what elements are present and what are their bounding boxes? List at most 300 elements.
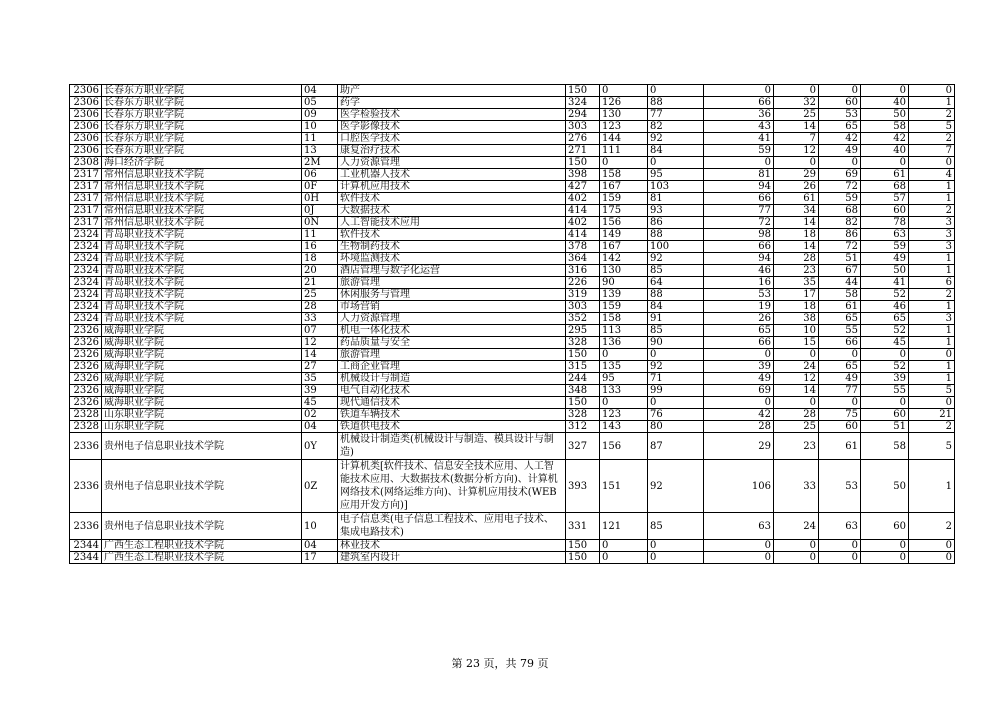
col7-cell: 84 xyxy=(648,301,704,313)
col7-cell: 92 xyxy=(648,253,704,265)
col12-cell: 3 xyxy=(909,241,955,253)
table-row xyxy=(70,109,955,121)
major-code-cell: 14 xyxy=(302,349,338,361)
col8-cell: 0 xyxy=(704,157,774,169)
col12-cell: 1 xyxy=(909,301,955,313)
table-row xyxy=(70,157,955,169)
planned-score-cell: 316 xyxy=(566,265,600,277)
col11-cell: 63 xyxy=(861,229,909,241)
col8-cell: 94 xyxy=(704,253,774,265)
major-name-cell: 机械设计制造类(机械设计与制造、模具设计与制造) xyxy=(338,433,566,460)
school-code-cell: 2324 xyxy=(70,301,102,313)
planned-score-cell: 150 xyxy=(566,85,600,97)
table-row xyxy=(70,85,955,97)
table-row xyxy=(70,145,955,157)
col7-cell: 0 xyxy=(648,397,704,409)
col9-cell: 23 xyxy=(774,433,819,460)
planned-score-cell: 324 xyxy=(566,97,600,109)
table-body xyxy=(70,85,955,564)
col10-cell: 59 xyxy=(819,193,861,205)
school-code-cell: 2344 xyxy=(70,540,102,552)
planned-score-cell: 226 xyxy=(566,277,600,289)
planned-score-cell: 427 xyxy=(566,181,600,193)
col12-cell: 0 xyxy=(909,552,955,564)
col10-cell: 0 xyxy=(819,397,861,409)
col12-cell: 21 xyxy=(909,409,955,421)
col6-cell: 130 xyxy=(600,109,648,121)
col6-cell: 136 xyxy=(600,337,648,349)
school-name-cell: 长春东方职业学院 xyxy=(102,109,302,121)
school-code-cell: 2326 xyxy=(70,361,102,373)
col11-cell: 0 xyxy=(861,157,909,169)
school-name-cell: 长春东方职业学院 xyxy=(102,121,302,133)
col9-cell: 14 xyxy=(774,241,819,253)
school-name-cell: 威海职业学院 xyxy=(102,373,302,385)
col7-cell: 90 xyxy=(648,337,704,349)
col7-cell: 77 xyxy=(648,109,704,121)
school-code-cell: 2324 xyxy=(70,265,102,277)
planned-score-cell: 150 xyxy=(566,540,600,552)
col12-cell: 0 xyxy=(909,540,955,552)
col12-cell: 6 xyxy=(909,277,955,289)
school-name-cell: 威海职业学院 xyxy=(102,349,302,361)
col8-cell: 0 xyxy=(704,552,774,564)
planned-score-cell: 150 xyxy=(566,552,600,564)
planned-score-cell: 378 xyxy=(566,241,600,253)
major-name-cell: 旅游管理 xyxy=(338,349,566,361)
col11-cell: 0 xyxy=(861,349,909,361)
col11-cell: 78 xyxy=(861,217,909,229)
major-code-cell: 0H xyxy=(302,193,338,205)
major-code-cell: 06 xyxy=(302,169,338,181)
col10-cell: 0 xyxy=(819,157,861,169)
major-name-cell: 口腔医学技术 xyxy=(338,133,566,145)
col6-cell: 123 xyxy=(600,409,648,421)
admission-table xyxy=(69,84,955,564)
col6-cell: 158 xyxy=(600,169,648,181)
col11-cell: 60 xyxy=(861,513,909,540)
col10-cell: 65 xyxy=(819,361,861,373)
school-code-cell: 2306 xyxy=(70,85,102,97)
col7-cell: 103 xyxy=(648,181,704,193)
school-code-cell: 2306 xyxy=(70,109,102,121)
planned-score-cell: 150 xyxy=(566,157,600,169)
table-row xyxy=(70,193,955,205)
table-row xyxy=(70,133,955,145)
col10-cell: 42 xyxy=(819,133,861,145)
col6-cell: 95 xyxy=(600,373,648,385)
col10-cell: 49 xyxy=(819,373,861,385)
major-name-cell: 药品质量与安全 xyxy=(338,337,566,349)
col11-cell: 61 xyxy=(861,169,909,181)
col9-cell: 25 xyxy=(774,421,819,433)
school-name-cell: 山东职业学院 xyxy=(102,421,302,433)
school-code-cell: 2336 xyxy=(70,433,102,460)
col9-cell: 0 xyxy=(774,349,819,361)
major-name-cell: 人力资源管理 xyxy=(338,157,566,169)
school-name-cell: 青岛职业技术学院 xyxy=(102,301,302,313)
col6-cell: 123 xyxy=(600,121,648,133)
col7-cell: 100 xyxy=(648,241,704,253)
major-name-cell: 工业机器人技术 xyxy=(338,169,566,181)
school-code-cell: 2336 xyxy=(70,513,102,540)
col12-cell: 7 xyxy=(909,145,955,157)
col8-cell: 66 xyxy=(704,337,774,349)
col7-cell: 82 xyxy=(648,121,704,133)
major-code-cell: 35 xyxy=(302,373,338,385)
col6-cell: 0 xyxy=(600,552,648,564)
major-code-cell: 39 xyxy=(302,385,338,397)
col9-cell: 18 xyxy=(774,301,819,313)
col12-cell: 1 xyxy=(909,265,955,277)
major-name-cell: 医学检验技术 xyxy=(338,109,566,121)
table-row xyxy=(70,552,955,564)
planned-score-cell: 150 xyxy=(566,397,600,409)
col10-cell: 86 xyxy=(819,229,861,241)
col7-cell: 64 xyxy=(648,277,704,289)
col9-cell: 35 xyxy=(774,277,819,289)
school-name-cell: 青岛职业技术学院 xyxy=(102,229,302,241)
school-name-cell: 海口经济学院 xyxy=(102,157,302,169)
school-code-cell: 2324 xyxy=(70,289,102,301)
col11-cell: 45 xyxy=(861,337,909,349)
col12-cell: 1 xyxy=(909,253,955,265)
planned-score-cell: 312 xyxy=(566,421,600,433)
col10-cell: 77 xyxy=(819,385,861,397)
school-code-cell: 2317 xyxy=(70,205,102,217)
col11-cell: 57 xyxy=(861,193,909,205)
col12-cell: 1 xyxy=(909,181,955,193)
school-name-cell: 广西生态工程职业技术学院 xyxy=(102,552,302,564)
table-row xyxy=(70,397,955,409)
planned-score-cell: 328 xyxy=(566,337,600,349)
col11-cell: 65 xyxy=(861,313,909,325)
col8-cell: 77 xyxy=(704,205,774,217)
col7-cell: 99 xyxy=(648,385,704,397)
major-code-cell: 11 xyxy=(302,229,338,241)
col12-cell: 3 xyxy=(909,229,955,241)
school-name-cell: 贵州电子信息职业技术学院 xyxy=(102,513,302,540)
table-row xyxy=(70,229,955,241)
major-name-cell: 生物制药技术 xyxy=(338,241,566,253)
col11-cell: 50 xyxy=(861,265,909,277)
school-name-cell: 长春东方职业学院 xyxy=(102,85,302,97)
col9-cell: 7 xyxy=(774,133,819,145)
major-name-cell: 电子信息类(电子信息工程技术、应用电子技术、集成电路技术) xyxy=(338,513,566,540)
major-name-cell: 机电一体化技术 xyxy=(338,325,566,337)
col7-cell: 88 xyxy=(648,229,704,241)
major-code-cell: 45 xyxy=(302,397,338,409)
col12-cell: 1 xyxy=(909,337,955,349)
col12-cell: 2 xyxy=(909,133,955,145)
col6-cell: 133 xyxy=(600,385,648,397)
col11-cell: 60 xyxy=(861,409,909,421)
col8-cell: 39 xyxy=(704,361,774,373)
school-code-cell: 2317 xyxy=(70,169,102,181)
table-row xyxy=(70,121,955,133)
col9-cell: 28 xyxy=(774,253,819,265)
major-code-cell: 10 xyxy=(302,513,338,540)
school-name-cell: 长春东方职业学院 xyxy=(102,97,302,109)
col10-cell: 0 xyxy=(819,349,861,361)
col12-cell: 2 xyxy=(909,289,955,301)
major-name-cell: 铁道供电技术 xyxy=(338,421,566,433)
major-code-cell: 0N xyxy=(302,217,338,229)
col8-cell: 19 xyxy=(704,301,774,313)
col12-cell: 5 xyxy=(909,385,955,397)
major-code-cell: 27 xyxy=(302,361,338,373)
major-name-cell: 人力资源管理 xyxy=(338,313,566,325)
col9-cell: 12 xyxy=(774,145,819,157)
planned-score-cell: 328 xyxy=(566,409,600,421)
col12-cell: 1 xyxy=(909,361,955,373)
planned-score-cell: 271 xyxy=(566,145,600,157)
school-code-cell: 2306 xyxy=(70,121,102,133)
major-code-cell: 02 xyxy=(302,409,338,421)
col6-cell: 144 xyxy=(600,133,648,145)
col12-cell: 1 xyxy=(909,373,955,385)
col10-cell: 66 xyxy=(819,337,861,349)
major-name-cell: 医学影像技术 xyxy=(338,121,566,133)
school-code-cell: 2326 xyxy=(70,385,102,397)
planned-score-cell: 364 xyxy=(566,253,600,265)
major-name-cell: 现代通信技术 xyxy=(338,397,566,409)
planned-score-cell: 327 xyxy=(566,433,600,460)
school-name-cell: 青岛职业技术学院 xyxy=(102,241,302,253)
school-name-cell: 山东职业学院 xyxy=(102,409,302,421)
school-code-cell: 2306 xyxy=(70,133,102,145)
table-row xyxy=(70,337,955,349)
col8-cell: 29 xyxy=(704,433,774,460)
col12-cell: 1 xyxy=(909,460,955,513)
col6-cell: 175 xyxy=(600,205,648,217)
col9-cell: 38 xyxy=(774,313,819,325)
col6-cell: 149 xyxy=(600,229,648,241)
col7-cell: 87 xyxy=(648,433,704,460)
major-code-cell: 16 xyxy=(302,241,338,253)
col8-cell: 69 xyxy=(704,385,774,397)
major-name-cell: 环境监测技术 xyxy=(338,253,566,265)
major-name-cell: 林业技术 xyxy=(338,540,566,552)
col10-cell: 0 xyxy=(819,85,861,97)
col10-cell: 72 xyxy=(819,241,861,253)
planned-score-cell: 352 xyxy=(566,313,600,325)
col6-cell: 159 xyxy=(600,193,648,205)
major-code-cell: 07 xyxy=(302,325,338,337)
col11-cell: 60 xyxy=(861,205,909,217)
table-row xyxy=(70,181,955,193)
col11-cell: 52 xyxy=(861,289,909,301)
major-name-cell: 电气自动化技术 xyxy=(338,385,566,397)
page-footer: 第 23 页，共 79 页 xyxy=(451,657,549,670)
major-code-cell: 20 xyxy=(302,265,338,277)
col8-cell: 26 xyxy=(704,313,774,325)
major-code-cell: 0Z xyxy=(302,460,338,513)
table-row xyxy=(70,277,955,289)
col7-cell: 0 xyxy=(648,85,704,97)
col8-cell: 28 xyxy=(704,421,774,433)
col10-cell: 69 xyxy=(819,169,861,181)
col6-cell: 0 xyxy=(600,397,648,409)
col10-cell: 65 xyxy=(819,313,861,325)
col11-cell: 39 xyxy=(861,373,909,385)
col9-cell: 34 xyxy=(774,205,819,217)
col8-cell: 66 xyxy=(704,241,774,253)
school-code-cell: 2328 xyxy=(70,409,102,421)
col8-cell: 98 xyxy=(704,229,774,241)
col9-cell: 29 xyxy=(774,169,819,181)
school-name-cell: 常州信息职业技术学院 xyxy=(102,205,302,217)
col10-cell: 53 xyxy=(819,460,861,513)
major-code-cell: 13 xyxy=(302,145,338,157)
major-code-cell: 10 xyxy=(302,121,338,133)
major-name-cell: 药学 xyxy=(338,97,566,109)
school-code-cell: 2324 xyxy=(70,241,102,253)
planned-score-cell: 319 xyxy=(566,289,600,301)
major-code-cell: 0F xyxy=(302,181,338,193)
col8-cell: 81 xyxy=(704,169,774,181)
school-name-cell: 常州信息职业技术学院 xyxy=(102,169,302,181)
col7-cell: 81 xyxy=(648,193,704,205)
col7-cell: 85 xyxy=(648,325,704,337)
col7-cell: 85 xyxy=(648,265,704,277)
col12-cell: 2 xyxy=(909,513,955,540)
col8-cell: 63 xyxy=(704,513,774,540)
col8-cell: 36 xyxy=(704,109,774,121)
col6-cell: 126 xyxy=(600,97,648,109)
col11-cell: 49 xyxy=(861,253,909,265)
col6-cell: 167 xyxy=(600,181,648,193)
planned-score-cell: 276 xyxy=(566,133,600,145)
table-row xyxy=(70,373,955,385)
col9-cell: 14 xyxy=(774,217,819,229)
school-name-cell: 常州信息职业技术学院 xyxy=(102,181,302,193)
col8-cell: 59 xyxy=(704,145,774,157)
col11-cell: 40 xyxy=(861,145,909,157)
col10-cell: 51 xyxy=(819,253,861,265)
major-name-cell: 大数据技术 xyxy=(338,205,566,217)
col12-cell: 0 xyxy=(909,349,955,361)
col9-cell: 12 xyxy=(774,373,819,385)
col7-cell: 88 xyxy=(648,97,704,109)
col7-cell: 84 xyxy=(648,145,704,157)
col6-cell: 121 xyxy=(600,513,648,540)
col8-cell: 53 xyxy=(704,289,774,301)
col9-cell: 24 xyxy=(774,513,819,540)
table-row xyxy=(70,385,955,397)
col8-cell: 66 xyxy=(704,193,774,205)
planned-score-cell: 414 xyxy=(566,229,600,241)
table-row xyxy=(70,217,955,229)
major-name-cell: 计算机应用技术 xyxy=(338,181,566,193)
col8-cell: 0 xyxy=(704,540,774,552)
col6-cell: 156 xyxy=(600,217,648,229)
col10-cell: 55 xyxy=(819,325,861,337)
col11-cell: 0 xyxy=(861,540,909,552)
school-name-cell: 广西生态工程职业技术学院 xyxy=(102,540,302,552)
major-name-cell: 铁道车辆技术 xyxy=(338,409,566,421)
planned-score-cell: 402 xyxy=(566,217,600,229)
table-row xyxy=(70,265,955,277)
table-row xyxy=(70,301,955,313)
table-row xyxy=(70,540,955,552)
major-code-cell: 04 xyxy=(302,540,338,552)
col12-cell: 1 xyxy=(909,193,955,205)
major-name-cell: 休闲服务与管理 xyxy=(338,289,566,301)
col10-cell: 49 xyxy=(819,145,861,157)
major-name-cell: 旅游管理 xyxy=(338,277,566,289)
major-code-cell: 18 xyxy=(302,253,338,265)
col7-cell: 0 xyxy=(648,552,704,564)
col11-cell: 51 xyxy=(861,421,909,433)
col8-cell: 46 xyxy=(704,265,774,277)
school-code-cell: 2308 xyxy=(70,157,102,169)
col9-cell: 0 xyxy=(774,540,819,552)
col9-cell: 15 xyxy=(774,337,819,349)
col10-cell: 61 xyxy=(819,301,861,313)
col8-cell: 49 xyxy=(704,373,774,385)
col12-cell: 0 xyxy=(909,397,955,409)
school-code-cell: 2324 xyxy=(70,229,102,241)
school-name-cell: 威海职业学院 xyxy=(102,361,302,373)
school-name-cell: 威海职业学院 xyxy=(102,325,302,337)
col10-cell: 72 xyxy=(819,181,861,193)
col9-cell: 33 xyxy=(774,460,819,513)
school-code-cell: 2326 xyxy=(70,373,102,385)
col12-cell: 5 xyxy=(909,121,955,133)
col11-cell: 42 xyxy=(861,133,909,145)
planned-score-cell: 303 xyxy=(566,121,600,133)
col8-cell: 0 xyxy=(704,349,774,361)
major-name-cell: 软件技术 xyxy=(338,229,566,241)
major-code-cell: 05 xyxy=(302,97,338,109)
major-name-cell: 人工智能技术应用 xyxy=(338,217,566,229)
col7-cell: 80 xyxy=(648,421,704,433)
table-row xyxy=(70,513,955,540)
col11-cell: 41 xyxy=(861,277,909,289)
school-code-cell: 2317 xyxy=(70,181,102,193)
col9-cell: 17 xyxy=(774,289,819,301)
col11-cell: 68 xyxy=(861,181,909,193)
col9-cell: 10 xyxy=(774,325,819,337)
school-code-cell: 2328 xyxy=(70,421,102,433)
planned-score-cell: 402 xyxy=(566,193,600,205)
col7-cell: 95 xyxy=(648,169,704,181)
major-name-cell: 建筑室内设计 xyxy=(338,552,566,564)
col6-cell: 111 xyxy=(600,145,648,157)
col8-cell: 94 xyxy=(704,181,774,193)
col11-cell: 0 xyxy=(861,397,909,409)
major-code-cell: 17 xyxy=(302,552,338,564)
col6-cell: 139 xyxy=(600,289,648,301)
col11-cell: 40 xyxy=(861,97,909,109)
col6-cell: 113 xyxy=(600,325,648,337)
col10-cell: 61 xyxy=(819,433,861,460)
col10-cell: 60 xyxy=(819,97,861,109)
col8-cell: 66 xyxy=(704,97,774,109)
table-row xyxy=(70,241,955,253)
col11-cell: 52 xyxy=(861,361,909,373)
col8-cell: 0 xyxy=(704,85,774,97)
school-code-cell: 2326 xyxy=(70,325,102,337)
major-name-cell: 机械设计与制造 xyxy=(338,373,566,385)
major-code-cell: 0J xyxy=(302,205,338,217)
col7-cell: 92 xyxy=(648,361,704,373)
major-name-cell: 工商企业管理 xyxy=(338,361,566,373)
major-code-cell: 04 xyxy=(302,85,338,97)
col7-cell: 88 xyxy=(648,289,704,301)
col6-cell: 135 xyxy=(600,361,648,373)
